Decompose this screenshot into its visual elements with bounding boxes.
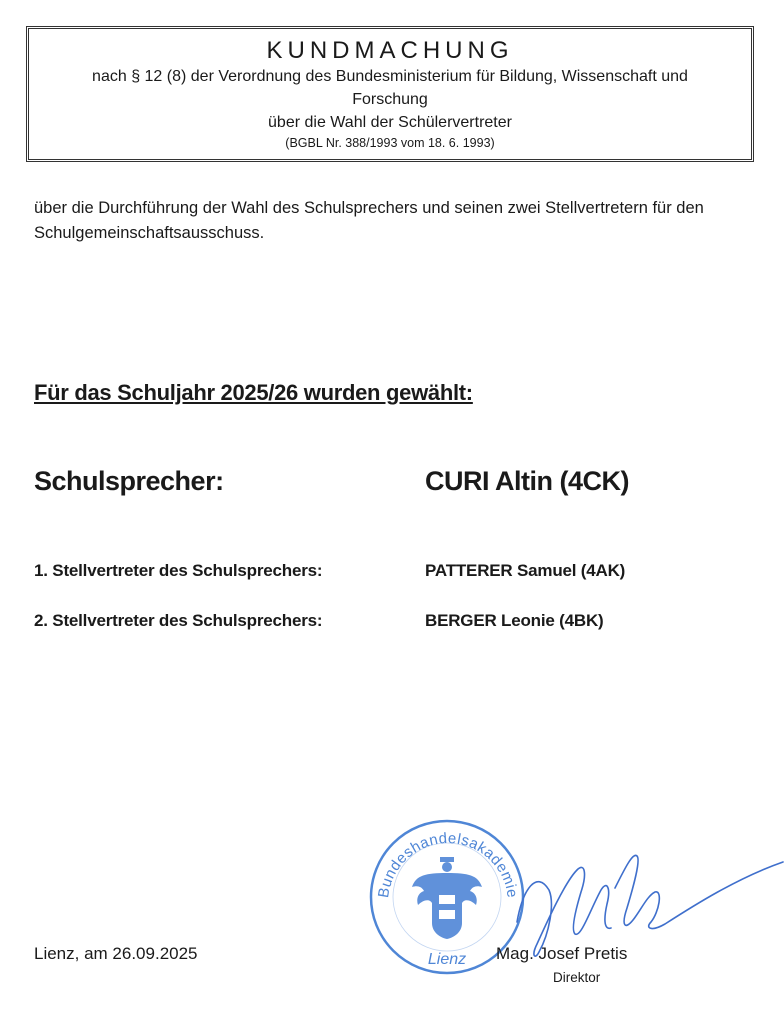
- svg-text:Lienz: Lienz: [427, 951, 467, 968]
- intro-paragraph: über die Durchführung der Wahl des Schulsprechers und seinen zwei Stellvertretern für den Schulgemeinschaftsausschuss.: [34, 199, 704, 242]
- main-role-label: Schulsprecher:: [34, 466, 224, 496]
- section-heading: Für das Schuljahr 2025/26 wurden gewählt:: [34, 380, 473, 405]
- place-date: Lienz, am 26.09.2025: [34, 944, 198, 963]
- deputy-2-name: BERGER Leonie (4BK): [425, 611, 604, 630]
- deputy-1-name: PATTERER Samuel (4AK): [425, 561, 626, 580]
- deputy-2-role: 2. Stellvertreter des Schulsprechers:: [34, 611, 323, 630]
- regulation-line: nach § 12 (8) der Verordnung des Bundesministerium für Bildung, Wissenschaft und: [92, 68, 688, 85]
- austrian-eagle-icon: [412, 857, 482, 939]
- svg-text:Bundeshandelsakademie: Bundeshandelsakademie: [375, 829, 521, 900]
- signer-name: Mag. Josef Pretis: [496, 944, 628, 963]
- law-reference: (BGBL Nr. 388/1993 vom 18. 6. 1993): [285, 136, 495, 150]
- header-box: [26, 26, 754, 162]
- regulation-line-cont: Forschung: [352, 91, 428, 108]
- subject-line: über die Wahl der Schülervertreter: [268, 114, 512, 131]
- document-title: KUNDMACHUNG: [266, 37, 514, 64]
- main-elected-name: CURI Altin (4CK): [425, 466, 629, 496]
- deputy-1-role: 1. Stellvertreter des Schulsprechers:: [34, 561, 323, 580]
- signer-title: Direktor: [553, 970, 601, 985]
